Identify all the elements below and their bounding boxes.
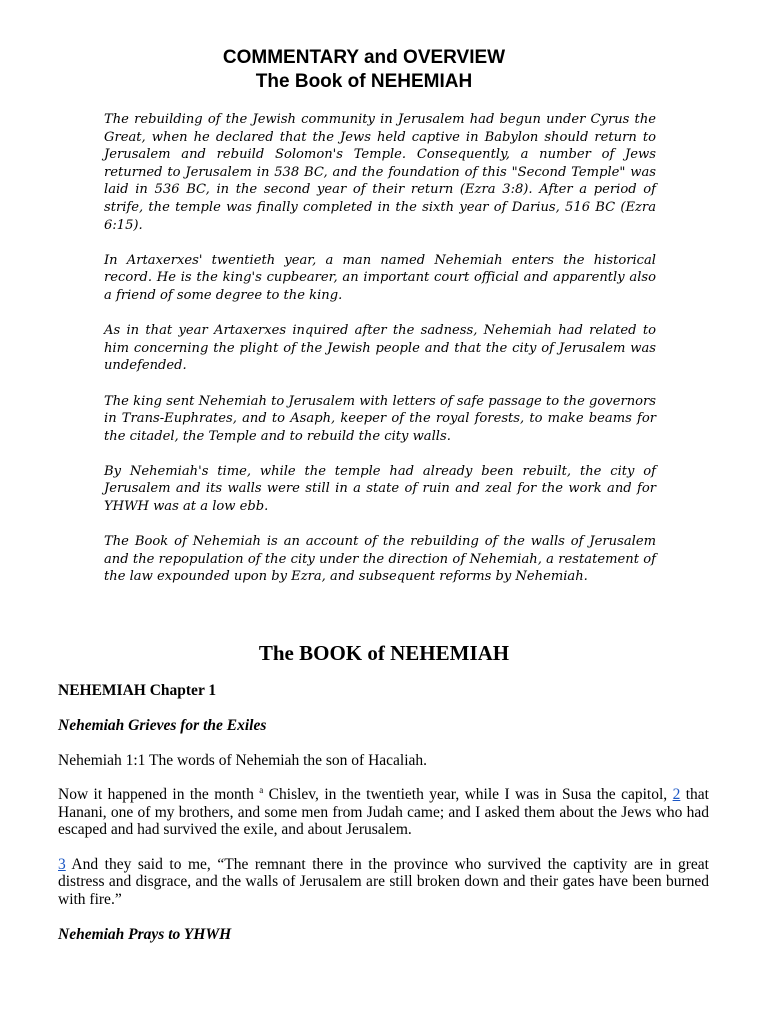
verse-1: Nehemiah 1:1 The words of Nehemiah the son of Hacaliah. <box>58 751 428 769</box>
title-line-1: COMMENTARY and OVERVIEW <box>222 47 506 68</box>
intro-paragraph: The Book of Nehemiah is an account of the rebuilding of the walls of Jerusalem and the repopulation of the city under the direction of Nehemiah, a restatement of the law expounded upon by Ezra, and subsequent reforms by Nehemiah. <box>104 534 656 585</box>
section-heading: Nehemiah Prays to YHWH <box>58 925 232 943</box>
document-title <box>0 46 728 94</box>
verse-number-link[interactable]: 2 <box>672 786 681 804</box>
verse-text: Now it happened in the month <box>58 786 260 804</box>
section-heading: Nehemiah Grieves for the Exiles <box>58 716 267 734</box>
verse-number-link[interactable]: 3 <box>58 856 66 873</box>
intro-paragraph: The rebuilding of the Jewish community in Jerusalem had begun under Cyrus the Great, when he declared that the Jews held captive in Babylon should return to Jerusalem and rebuild Solomon's Temple. Consequently, a number of Jews returned to Jerusalem in 538 BC, and the foundation of this "Second Temple" was laid in 536 BC, in the second year of their return (Ezra 3:8). After a period of strife, the temple was finally completed in the sixth year of Darius, 516 BC (Ezra 6:15). <box>104 112 656 233</box>
verse-1-continued <box>58 786 709 838</box>
intro-paragraph: In Artaxerxes' twentieth year, a man named Nehemiah enters the historical record. He is the king's cupbearer, an important court official and apparently also a friend of some degree to the king. <box>104 252 656 303</box>
verse-text: Chislev, in the twentieth year, while I was in Susa the capitol, <box>263 786 673 804</box>
chapter-body <box>58 682 709 960</box>
intro-paragraph: The king sent Nehemiah to Jerusalem with letters of safe passage to the governors in Trans-Euphrates, and to Asaph, keeper of the royal forests, to make beams for the citadel, the Temple and to rebuild the city walls. <box>104 393 656 444</box>
verse-text: And they said to me, “The remnant there in the province who survived the captivity are in great distress and disgrace, and the walls of Jerusalem are still broken down and their gates have been burned with fire.” <box>58 856 709 908</box>
intro-paragraph: By Nehemiah's time, while the temple had already been rebuilt, the city of Jerusalem and its walls were still in a state of ruin and zeal for the work and for YHWH was at a low ebb. <box>104 463 656 515</box>
verse-3 <box>58 856 709 908</box>
book-heading: The BOOK of NEHEMIAH <box>258 641 510 665</box>
commentary-overview <box>104 111 656 604</box>
title-line-2: The Book of NEHEMIAH <box>255 71 473 92</box>
intro-paragraph: As in that year Artaxerxes inquired after the sadness, Nehemiah had related to him concerning the plight of the Jewish people and that the city of Jerusalem was undefended. <box>104 323 656 374</box>
footnote-marker[interactable]: a <box>259 785 264 796</box>
chapter-title: NEHEMIAH Chapter 1 <box>58 682 217 699</box>
verse-text: that Hanani, one of my brothers, and some men from Judah came; and I asked them about the Jews who had escaped and had survived the exile, and about Jerusalem. <box>58 786 709 839</box>
